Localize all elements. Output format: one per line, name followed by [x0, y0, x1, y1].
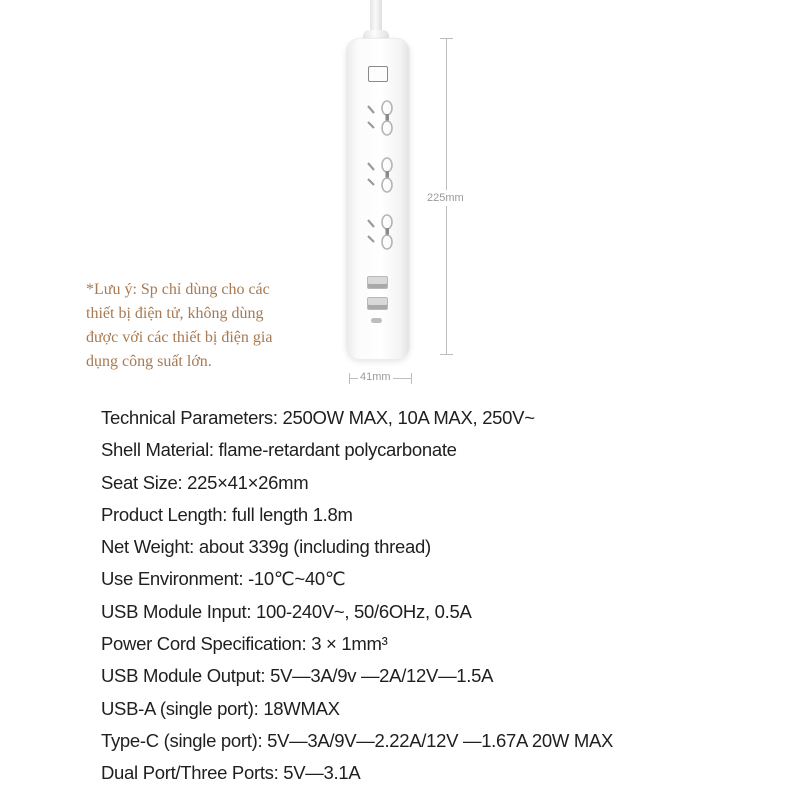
spec-type-c-single-port: Type-C (single port): 5V—3A/9V—2.22A/12V —1.67A 20W MAX: [101, 729, 614, 751]
spec-technical-parameters: Technical Parameters: 250OW MAX, 10A MAX, 250V~: [101, 407, 535, 428]
usage-warning-note: *Lưu ý: Sp chỉ dùng cho các thiết bị điện tử, không dùng được với các thiết bị điện gia dụng công suất lớn.: [86, 281, 273, 370]
usb-c-port: [371, 318, 382, 323]
spec-dual-three-ports: Dual Port/Three Ports: 5V—3.1A: [101, 762, 361, 784]
spec-shell-material: Shell Material: flame-retardant polycarbonate: [101, 439, 457, 461]
usb-a-port-2: [367, 297, 388, 310]
spec-use-environment: Use Environment: -10℃~40℃: [101, 568, 346, 590]
outlet-socket-1: [358, 98, 402, 138]
width-dimension-cap-right: [411, 373, 412, 384]
spec-list: [101, 402, 613, 790]
spec-usb-module-input: USB Module Input: 100-240V~, 50/6OHz, 0.5A: [101, 600, 472, 622]
spec-product-length: Product Length: full length 1.8m: [101, 503, 353, 525]
spec-usb-module-output: USB Module Output: 5V—3A/9v —2A/12V—1.5A: [101, 665, 494, 687]
power-strip-body: [346, 38, 410, 360]
usb-a-port-1: [367, 276, 388, 289]
power-switch: [368, 66, 388, 82]
width-dimension-label: 41mm: [360, 371, 391, 383]
spec-usb-a-single-port: USB-A (single port): 18WMAX: [101, 697, 340, 719]
outlet-socket-3: [358, 212, 402, 252]
height-dimension-cap-bottom: [440, 354, 453, 355]
spec-seat-size: Seat Size: 225×41×26mm: [101, 471, 309, 493]
spec-net-weight: Net Weight: about 339g (including thread): [101, 536, 431, 558]
spec-power-cord: Power Cord Specification: 3 × 1mm³: [101, 633, 388, 655]
height-dimension-label: 225mm: [427, 192, 464, 204]
outlet-socket-2: [358, 155, 402, 195]
